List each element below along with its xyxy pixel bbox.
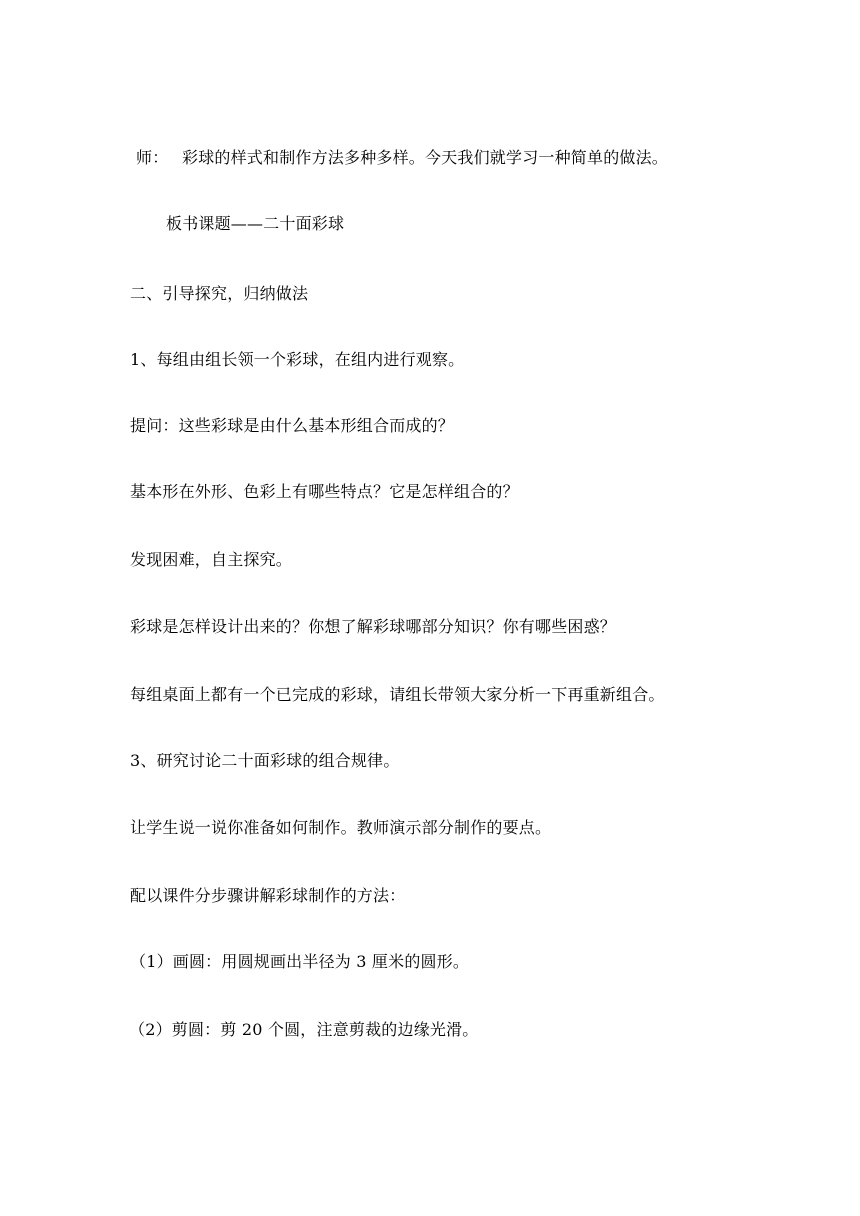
step-3: 3、研究讨论二十面彩球的组合规律。: [130, 751, 400, 770]
teacher-intro-text: 彩球的样式和制作方法多种多样。今天我们就学习一种简单的做法。: [182, 148, 669, 167]
teacher-intro-line: [136, 148, 668, 168]
discover-line: 发现困难，自主探究。: [130, 550, 293, 569]
section-two-heading: 二、引导探究，归纳做法: [130, 284, 309, 303]
question-1: 提问：这些彩球是由什么基本形组合而成的？: [130, 416, 455, 435]
step-1: 1、每组由组长领一个彩球，在组内进行观察。: [130, 350, 465, 369]
board-title: 板书课题——二十面彩球: [166, 214, 345, 233]
group-task-line: 每组桌面上都有一个已完成的彩球，请组长带领大家分析一下再重新组合。: [130, 685, 665, 704]
method-1: （1）画圆：用圆规画出半径为 3 厘米的圆形。: [130, 952, 470, 971]
student-talk-line: 让学生说一说你准备如何制作。教师演示部分制作的要点。: [130, 818, 552, 837]
teacher-label: 师：: [136, 148, 169, 167]
method-2: （2）剪圆：剪 20 个圆，注意剪裁的边缘光滑。: [129, 1020, 479, 1039]
courseware-line: 配以课件分步骤讲解彩球制作的方法：: [130, 886, 406, 905]
question-3: 彩球是怎样设计出来的？你想了解彩球哪部分知识？你有哪些困惑？: [130, 617, 617, 636]
question-2: 基本形在外形、色彩上有哪些特点？它是怎样组合的？: [130, 482, 519, 501]
